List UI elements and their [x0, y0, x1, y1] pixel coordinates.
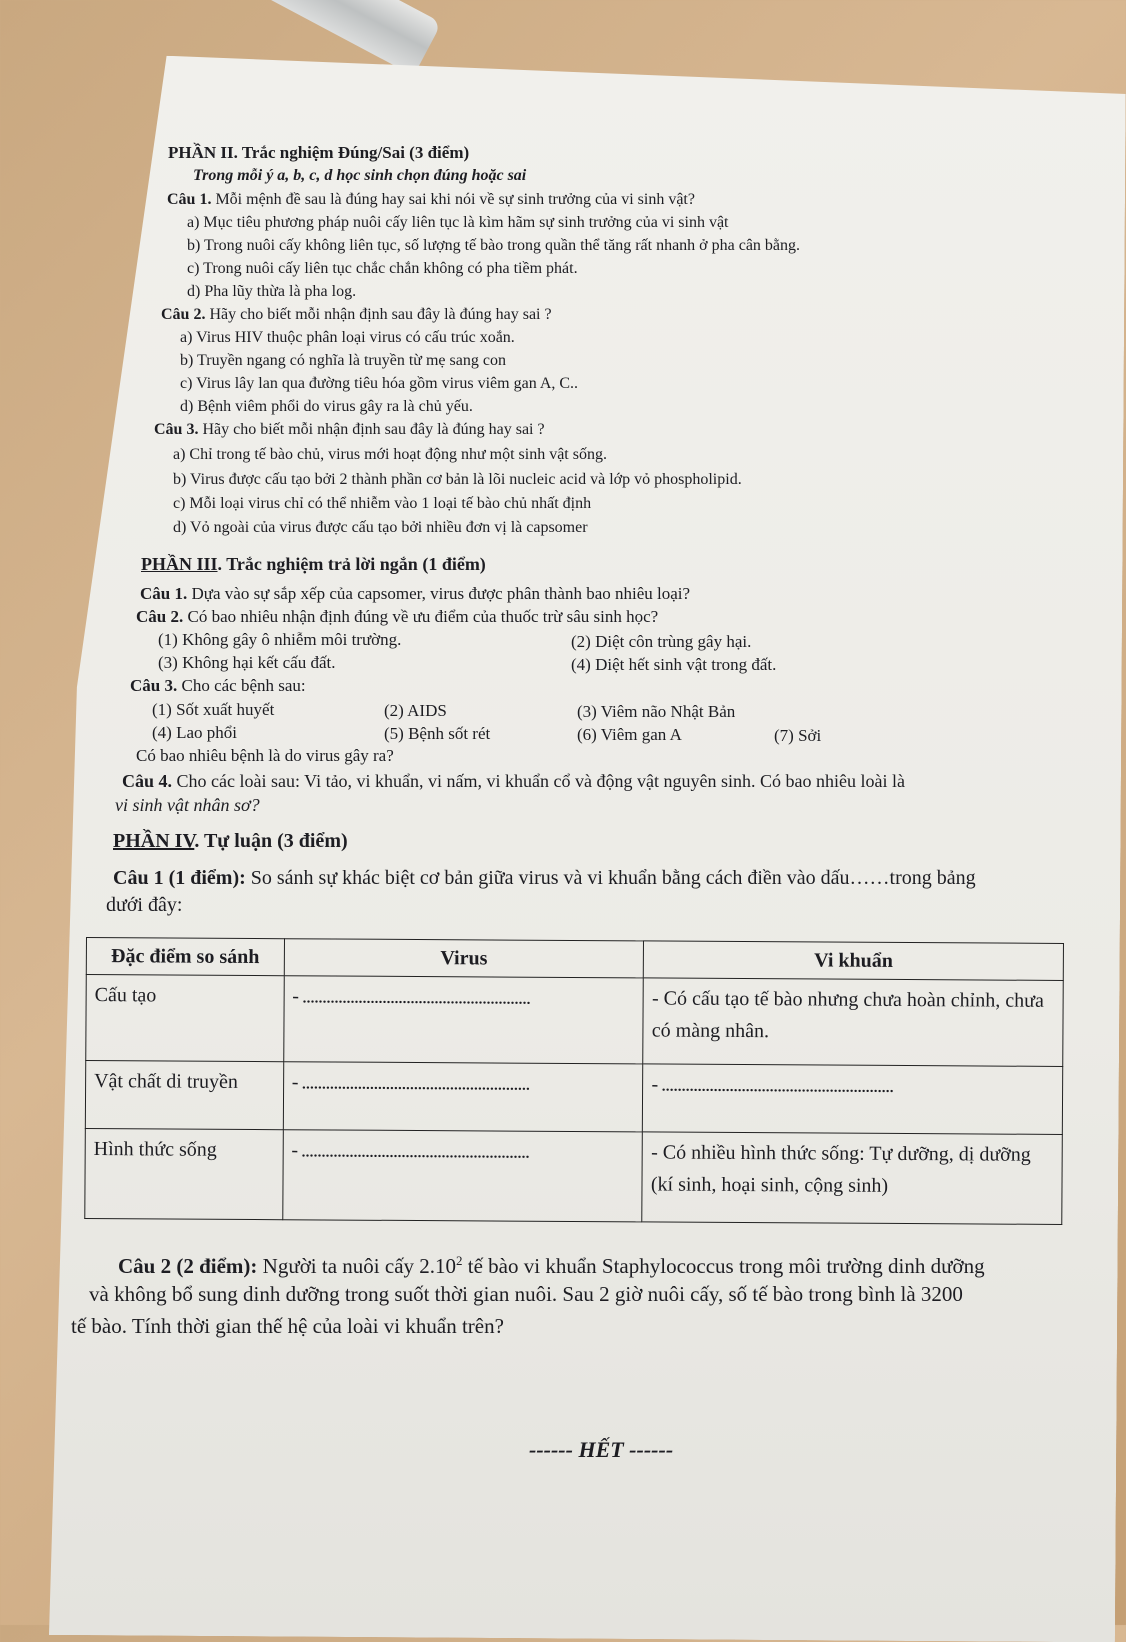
part3-q4-line2: vi sinh vật nhân sơ? — [115, 795, 260, 815]
part3-q3-o7: (7) Sởi — [774, 726, 822, 745]
part2-q2-c: c) Virus lây lan qua đường tiêu hóa gồm virus viêm gan A, C.. — [180, 375, 579, 392]
part2-instruction: Trong mỗi ý a, b, c, d học sinh chọn đúng hoặc sai — [193, 167, 527, 184]
part2-title: PHẦN II. Trắc nghiệm Đúng/Sai (3 điểm) — [168, 143, 470, 162]
part2-q3: Câu 3. Hãy cho biết mỗi nhận định sau đây là đúng hay sai ? — [154, 421, 545, 438]
cell-virus-blank: - ......................................................... — [283, 1062, 643, 1132]
part3-q2: Câu 2. Có bao nhiêu nhận định đúng về ưu điểm của thuốc trừ sâu sinh học? — [136, 607, 659, 626]
part2-q3-c: c) Mỗi loại virus chỉ có thể nhiễm vào 1 loại tế bào chủ nhất định — [173, 495, 592, 512]
table-row — [86, 975, 1064, 1067]
cell-bacteria: - Có cấu tạo tế bào nhưng chưa hoàn chỉnh, chưa có màng nhân. — [643, 978, 1063, 1067]
cell-virus-blank: - ......................................................... — [283, 976, 643, 1064]
part3-q3-ask: Có bao nhiêu bệnh là do virus gây ra? — [136, 746, 394, 765]
table-row — [85, 1128, 1063, 1224]
part2-q1: Câu 1. Mỗi mệnh đề sau là đúng hay sai khi nói về sự sinh trưởng của vi sinh vật? — [167, 191, 695, 208]
table-row — [85, 1061, 1062, 1135]
end-marker: ------ HẾT ------ — [529, 1437, 674, 1462]
part2-q2-d: d) Bệnh viêm phổi do virus gây ra là chủ yếu. — [180, 398, 473, 415]
part2-q2-a: a) Virus HIV thuộc phân loại virus có cấu trúc xoắn. — [180, 329, 515, 346]
header-virus: Virus — [284, 939, 644, 978]
part2-q3-b: b) Virus được cấu tạo bởi 2 thành phần cơ bản là lõi nucleic acid và lớp vỏ phospholipid. — [173, 471, 742, 488]
comparison-table — [84, 937, 1064, 1225]
part2-q1-a: a) Mục tiêu phương pháp nuôi cấy liên tục là kìm hãm sự sinh trưởng của vi sinh vật — [187, 214, 729, 231]
part3-q2-o4: (4) Diệt hết sinh vật trong đất. — [571, 655, 777, 674]
header-feature: Đặc điểm so sánh — [86, 938, 284, 976]
part2-q1-d: d) Pha lũy thừa là pha log. — [187, 283, 357, 300]
part2-q2-b: b) Truyền ngang có nghĩa là truyền từ mẹ sang con — [180, 352, 506, 369]
part3-q1: Câu 1. Dựa vào sự sắp xếp của capsomer, virus được phân thành bao nhiêu loại? — [140, 584, 691, 603]
part4-q1: Câu 1 (1 điểm): So sánh sự khác biệt cơ bản giữa virus và vi khuẩn bằng cách điền vào dấu……trong bảng — [113, 867, 976, 889]
part4-q2: Câu 2 (2 điểm): Người ta nuôi cấy 2.10$^2$ tế bào vi khuẩn Staphylococcus trong môi trường dinh dưỡng — [118, 1253, 985, 1278]
part4-q1-line2: dưới đây: — [106, 894, 183, 916]
part3-title: PHẦN III. Trắc nghiệm trả lời ngắn (1 điểm) — [141, 554, 486, 574]
header-bacteria: Vi khuẩn — [644, 941, 1064, 981]
table-header-row — [86, 938, 1063, 981]
part2-q3-a: a) Chỉ trong tế bào chủ, virus mới hoạt động như một sinh vật sống. — [173, 446, 607, 463]
part3-q3-o5: (5) Bệnh sốt rét — [384, 724, 491, 743]
part3-q2-o2: (2) Diệt côn trùng gây hại. — [571, 632, 752, 651]
cell-feature: Hình thức sống — [85, 1128, 283, 1219]
cell-bacteria: - Có nhiều hình thức sống: Tự dưỡng, dị dưỡng (kí sinh, hoại sinh, cộng sinh) — [642, 1132, 1062, 1225]
cell-feature: Vật chất di truyền — [85, 1061, 283, 1130]
part3-q3: Câu 3. Cho các bệnh sau: — [130, 676, 306, 695]
part2-q1-c: c) Trong nuôi cấy liên tục chắc chắn không có pha tiềm phát. — [187, 260, 578, 277]
part2-q1-b: b) Trong nuôi cấy không liên tục, số lượng tế bào trong quần thể tăng rất nhanh ở pha cân bằng. — [187, 237, 801, 254]
part3-q2-o3: (3) Không hại kết cấu đất. — [158, 653, 336, 672]
part4-title: PHẦN IV. Tự luận (3 điểm) — [113, 830, 348, 852]
part3-q3-o1: (1) Sốt xuất huyết — [152, 700, 275, 719]
part4-q2-line3: tế bào. Tính thời gian thế hệ của loài vi khuẩn trên? — [71, 1314, 504, 1338]
part4-q2-line2: và không bổ sung dinh dưỡng trong suốt thời gian nuôi. Sau 2 giờ nuôi cấy, số tế bào trong bình là 3200 — [89, 1282, 963, 1306]
part2-q2: Câu 2. Hãy cho biết mỗi nhận định sau đây là đúng hay sai ? — [161, 306, 552, 323]
part3-q2-o1: (1) Không gây ô nhiễm môi trường. — [158, 630, 402, 649]
cell-virus-blank: - ......................................................... — [282, 1130, 642, 1222]
part3-q3-o3: (3) Viêm não Nhật Bản — [577, 702, 736, 721]
part3-q3-o2: (2) AIDS — [384, 701, 447, 720]
part3-q4: Câu 4. Cho các loài sau: Vi tảo, vi khuẩn, vi nấm, vi khuẩn cổ và động vật nguyên sinh. Có bao nhiêu loài là — [122, 771, 905, 791]
part3-q3-o4: (4) Lao phổi — [152, 723, 237, 742]
cell-feature: Cấu tạo — [86, 975, 284, 1062]
cell-bacteria-blank: - .......................................................... — [643, 1064, 1063, 1135]
part3-q3-o6: (6) Viêm gan A — [577, 725, 682, 744]
part2-q3-d: d) Vỏ ngoài của virus được cấu tạo bởi nhiều đơn vị là capsomer — [173, 519, 588, 536]
